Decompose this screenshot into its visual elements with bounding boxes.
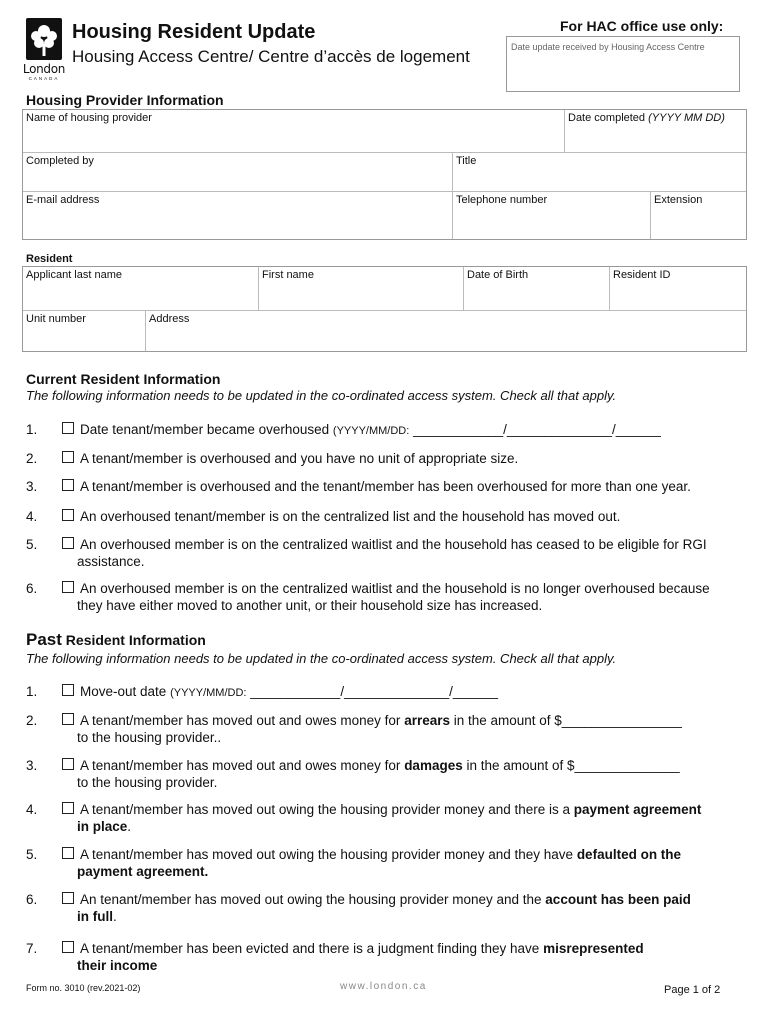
- item-text-pre: A tenant/member has moved out owing the housing provider money and they have: [80, 847, 577, 862]
- email-field[interactable]: [23, 192, 453, 239]
- address-label: Address: [149, 313, 190, 325]
- item-text-cont-bold: their income: [77, 958, 158, 973]
- item-checkbox[interactable]: [62, 581, 74, 593]
- title-field[interactable]: [453, 153, 746, 192]
- item-number: 2.: [26, 713, 38, 728]
- item-text-cont: they have either moved to another unit, or their household size has increased.: [77, 598, 543, 613]
- city-logo: [20, 18, 68, 84]
- item-number: 4.: [26, 802, 38, 817]
- website-link[interactable]: www.london.ca: [340, 981, 427, 992]
- item-date-format: (YYYY/MM/DD:: [170, 687, 247, 699]
- item-number: 1.: [26, 422, 38, 437]
- item-text-bold: defaulted on the: [576, 847, 682, 862]
- item-text: [77, 891, 750, 925]
- item-text-cont: to the housing provider..: [77, 730, 222, 745]
- item-text-continued: [77, 553, 750, 570]
- completed-by-field[interactable]: [23, 153, 453, 192]
- item-text-continued: [77, 597, 750, 614]
- item-text: [77, 757, 750, 791]
- item-text-continued: [77, 863, 750, 880]
- item-number: 7.: [26, 941, 38, 956]
- resident-id-label: Resident ID: [613, 269, 671, 281]
- first-name-field[interactable]: [259, 267, 464, 311]
- item-number: 5.: [26, 537, 38, 552]
- item-text: [77, 580, 750, 614]
- provider-heading: Housing Provider Information: [26, 92, 224, 108]
- item-number: 6.: [26, 581, 38, 596]
- item-text-cont-bold: in place: [77, 819, 128, 834]
- item-text-main: Date tenant/member became overhoused: [80, 422, 333, 437]
- item-text-bold: payment agreement: [573, 802, 702, 817]
- telephone-label: Telephone number: [456, 194, 548, 206]
- item-text-bold: account has been paid: [545, 892, 691, 907]
- last-name-field[interactable]: [23, 267, 259, 311]
- item-checkbox[interactable]: [62, 479, 74, 491]
- item-text-bold: damages: [404, 758, 463, 773]
- item-checkbox[interactable]: [62, 802, 74, 814]
- past-heading: Past Resident Information: [26, 630, 206, 649]
- item-text-continued: [77, 729, 750, 746]
- item-text-pre: A tenant/member has moved out and owes money for: [80, 758, 405, 773]
- item-number: 3.: [26, 758, 38, 773]
- item-text: [77, 536, 750, 570]
- item-text-bold: arrears: [404, 713, 450, 728]
- item-text-main: An overhoused member is on the centralized waitlist and the household is no longer overhoused because: [80, 581, 710, 596]
- provider-grid: [22, 109, 747, 240]
- item-checkbox[interactable]: [62, 941, 74, 953]
- item-checkbox[interactable]: [62, 684, 74, 696]
- address-field[interactable]: [146, 311, 746, 351]
- item-text: [80, 508, 750, 525]
- item-number: 5.: [26, 847, 38, 862]
- form-number: Form no. 3010 (rev.2021-02): [26, 983, 141, 993]
- item-text-cont-post: .: [127, 819, 132, 834]
- item-text-post: in the amount of $______________: [462, 758, 680, 773]
- item-date-blank[interactable]: ____________/______________/______: [409, 422, 661, 437]
- item-text-main: An overhoused tenant/member is on the centralized list and the household has moved out.: [80, 509, 621, 524]
- email-label: E-mail address: [26, 194, 100, 206]
- item-checkbox[interactable]: [62, 422, 74, 434]
- item-text-main: A tenant/member is overhoused and you have no unit of appropriate size.: [80, 451, 519, 466]
- item-checkbox[interactable]: [62, 713, 74, 725]
- date-completed-format: (YYYY MM DD): [648, 112, 725, 124]
- item-text-pre: A tenant/member has moved out owing the housing provider money and there is a: [80, 802, 574, 817]
- unit-number-field[interactable]: [23, 311, 146, 351]
- item-number: 6.: [26, 892, 38, 907]
- dob-field[interactable]: [464, 267, 610, 311]
- page-subtitle: Housing Access Centre/ Centre d’accès de logement: [72, 47, 470, 66]
- date-completed-field[interactable]: [565, 110, 746, 153]
- item-text-bold: misrepresented: [543, 941, 644, 956]
- item-text: [77, 846, 750, 880]
- item-text-pre: A tenant/member has been evicted and there is a judgment finding they have: [80, 941, 544, 956]
- item-text: [80, 683, 750, 702]
- item-checkbox[interactable]: [62, 509, 74, 521]
- last-name-label: Applicant last name: [26, 269, 122, 281]
- item-text: [80, 450, 750, 467]
- item-text-main: An overhoused member is on the centralized waitlist and the household has ceased to be eligible for RGI: [80, 537, 707, 552]
- item-text-cont-bold: in full: [77, 909, 113, 924]
- item-text-cont: assistance.: [77, 554, 145, 569]
- resident-grid: [22, 266, 747, 352]
- completed-by-label: Completed by: [26, 155, 94, 167]
- item-text-main: A tenant/member is overhoused and the tenant/member has been overhoused for more than one year.: [80, 479, 691, 494]
- title-label: Title: [456, 155, 477, 167]
- item-number: 4.: [26, 509, 38, 524]
- item-number: 3.: [26, 479, 38, 494]
- item-checkbox[interactable]: [62, 451, 74, 463]
- item-checkbox[interactable]: [62, 537, 74, 549]
- item-text-cont: to the housing provider.: [77, 775, 218, 790]
- item-text-post: in the amount of $________________: [449, 713, 682, 728]
- page-title: Housing Resident Update: [72, 21, 316, 43]
- item-number: 1.: [26, 684, 38, 699]
- extension-label: Extension: [654, 194, 703, 206]
- item-text-pre: A tenant/member has moved out and owes money for: [80, 713, 405, 728]
- date-completed-label: Date completed (YYYY MM DD): [568, 112, 725, 124]
- past-instruction: The following information needs to be updated in the co-ordinated access system. Check all that apply.: [26, 651, 617, 666]
- item-date-format: (YYYY/MM/DD:: [332, 425, 410, 437]
- item-checkbox[interactable]: [62, 758, 74, 770]
- tree-icon: [20, 18, 68, 62]
- logo-country: CANADA: [28, 76, 60, 81]
- provider-name-label: Name of housing provider: [26, 112, 152, 124]
- item-text-continued: [77, 908, 750, 925]
- hac-date-label: Date update received by Housing Access Centre: [511, 42, 705, 52]
- item-text: [80, 478, 750, 495]
- item-text-main: Move-out date: [80, 684, 171, 699]
- item-text-continued: [77, 818, 750, 835]
- item-text-continued: [77, 957, 750, 974]
- current-instruction: The following information needs to be updated in the co-ordinated access system. Check all that apply.: [26, 388, 617, 403]
- hac-office-label: For HAC office use only:: [560, 18, 724, 34]
- item-text: [77, 712, 750, 746]
- extension-field[interactable]: [651, 192, 746, 239]
- item-text: [80, 421, 750, 440]
- item-date-blank[interactable]: ____________/______________/______: [246, 684, 498, 699]
- item-text-cont-bold: payment agreement.: [77, 864, 209, 879]
- resident-heading: Resident: [26, 253, 73, 265]
- dob-label: Date of Birth: [467, 269, 529, 281]
- resident-id-field[interactable]: [610, 267, 746, 311]
- item-number: 2.: [26, 451, 38, 466]
- provider-name-field[interactable]: [23, 110, 565, 153]
- logo-word: London: [22, 62, 66, 76]
- hac-date-field[interactable]: [506, 36, 740, 92]
- first-name-label: First name: [262, 269, 314, 281]
- item-text-cont-post: .: [113, 909, 117, 924]
- current-heading: Current Resident Information: [26, 371, 221, 387]
- unit-number-label: Unit number: [26, 313, 86, 325]
- item-checkbox[interactable]: [62, 892, 74, 904]
- item-text-continued: [77, 774, 750, 791]
- telephone-field[interactable]: [453, 192, 651, 239]
- page-number: Page 1 of 2: [664, 984, 721, 996]
- item-text-pre: An tenant/member has moved out owing the housing provider money and the: [80, 892, 546, 907]
- item-text: [77, 801, 750, 835]
- item-text: [77, 940, 750, 974]
- item-checkbox[interactable]: [62, 847, 74, 859]
